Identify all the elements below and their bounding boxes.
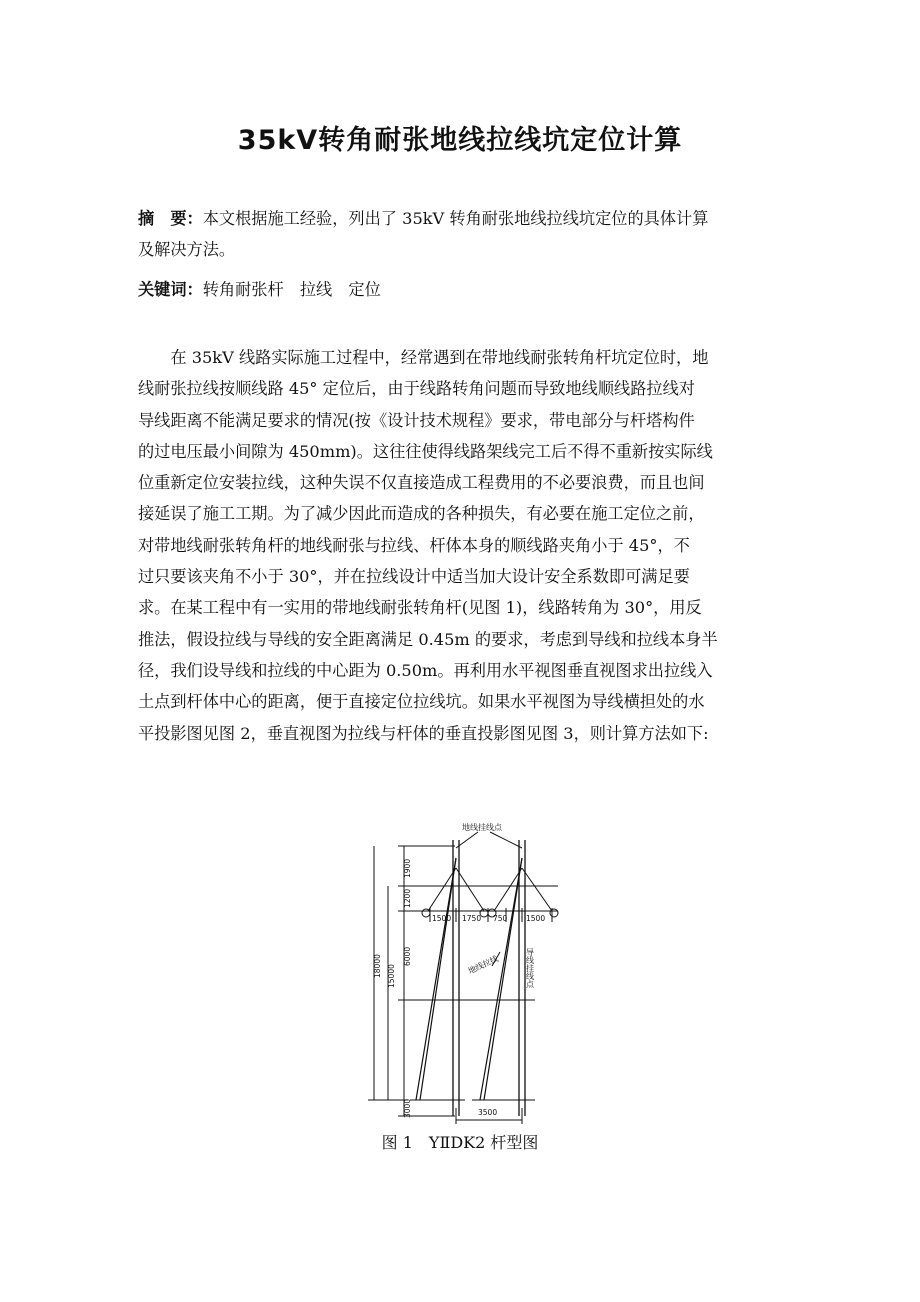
abstract-line-2: 及解决方法。 <box>138 240 236 259</box>
body-line: 在 35kV 线路实际施工过程中，经常遇到在带地线耐张转角杆坑定位时，地 <box>138 348 709 367</box>
keywords-text: 转角耐张杆 拉线 定位 <box>202 280 381 299</box>
body-paragraph <box>138 342 784 749</box>
guy-wire-right-2 <box>484 858 522 1100</box>
dim-text-1200: 1200 <box>403 888 412 908</box>
body-line: 过只要该夹角不小于 30°，并在拉线设计中适当加大设计安全系数即可满足要 <box>138 567 690 587</box>
body-line: 位重新定位安装拉线，这种失误不仅直接造成工程费用的不必要浪费，而且也间 <box>138 473 705 493</box>
guy-wire-left-2 <box>420 858 456 1100</box>
dim-text-6000: 6000 <box>403 946 412 966</box>
dim-text-3500: 3500 <box>478 1108 498 1117</box>
brace-left-b <box>456 868 484 911</box>
body-line: 径，我们设导线和拉线的中心距为 0.50m。再利用水平视图垂直视图求出拉线入 <box>138 660 713 680</box>
label-conductor-point: 导线挂线点 <box>525 948 535 988</box>
body-line: 线耐张拉线按顺线路 45° 定位后，由于线路转角问题而导致地线顺线路拉线对 <box>138 379 695 399</box>
brace-right-a <box>494 868 522 911</box>
dim-text-1500-left: 1500 <box>432 914 452 923</box>
abstract-label: 摘 要： <box>138 209 203 228</box>
dim-text-15000: 15000 <box>387 964 396 988</box>
abstract-line-1 <box>138 205 708 229</box>
brace-right-b <box>522 868 552 911</box>
body-line: 推法，假设拉线与导线的安全距离满足 0.45m 的要求，考虑到导线和拉线本身半 <box>138 629 718 649</box>
keywords-label: 关键词： <box>138 280 203 299</box>
dim-text-1900: 1900 <box>403 858 412 878</box>
body-line: 平投影图见图 2，垂直视图为拉线与杆体的垂直投影图见图 3，则计算方法如下: <box>138 723 709 743</box>
pole-diagram-svg <box>360 818 560 1128</box>
page-title: 35kV转角耐张地线拉线坑定位计算 <box>237 125 683 156</box>
dim-text-750: 750 <box>493 914 508 923</box>
leader-top-right <box>490 832 522 848</box>
label-guy-wire: 地线拉线 <box>466 954 500 976</box>
body-line: 求。在某工程中有一实用的带地线耐张转角杆(见图 1)，线路转角为 30°，用反 <box>138 598 702 618</box>
insulator-4 <box>550 909 558 917</box>
figure-caption: 图 1 YⅡDK2 杆型图 <box>381 1133 539 1152</box>
label-ground-wire-point: 地线挂线点 <box>462 823 502 832</box>
dim-text-18000: 18000 <box>373 954 382 978</box>
body-line: 导线距离不能满足要求的情况(按《设计技术规程》要求，带电部分与杆塔构件 <box>138 410 695 430</box>
keywords-line <box>138 276 381 300</box>
abstract-text-1: 本文根据施工经验，列出了 35kV 转角耐张地线拉线坑定位的具体计算 <box>202 209 709 228</box>
dim-text-1500-right: 1500 <box>526 914 546 923</box>
insulator-1 <box>422 909 430 917</box>
pole-diagram <box>360 818 560 1128</box>
body-line: 的过电压最小间隙为 450mm)。这往往使得线路架线完工后不得不重新按实际线 <box>138 441 713 461</box>
dim-text-1750: 1750 <box>462 914 482 923</box>
body-line: 对带地线耐张转角杆的地线耐张与拉线、杆体本身的顺线路夹角小于 45°，不 <box>138 535 690 555</box>
body-line: 土点到杆体中心的距离，便于直接定位拉线坑。如果水平视图为导线横担处的水 <box>138 692 705 712</box>
dim-text-3000: 3000 <box>403 1098 412 1118</box>
body-line: 接延误了施工工期。为了减少因此而造成的各种损失，有必要在施工定位之前， <box>138 504 705 524</box>
